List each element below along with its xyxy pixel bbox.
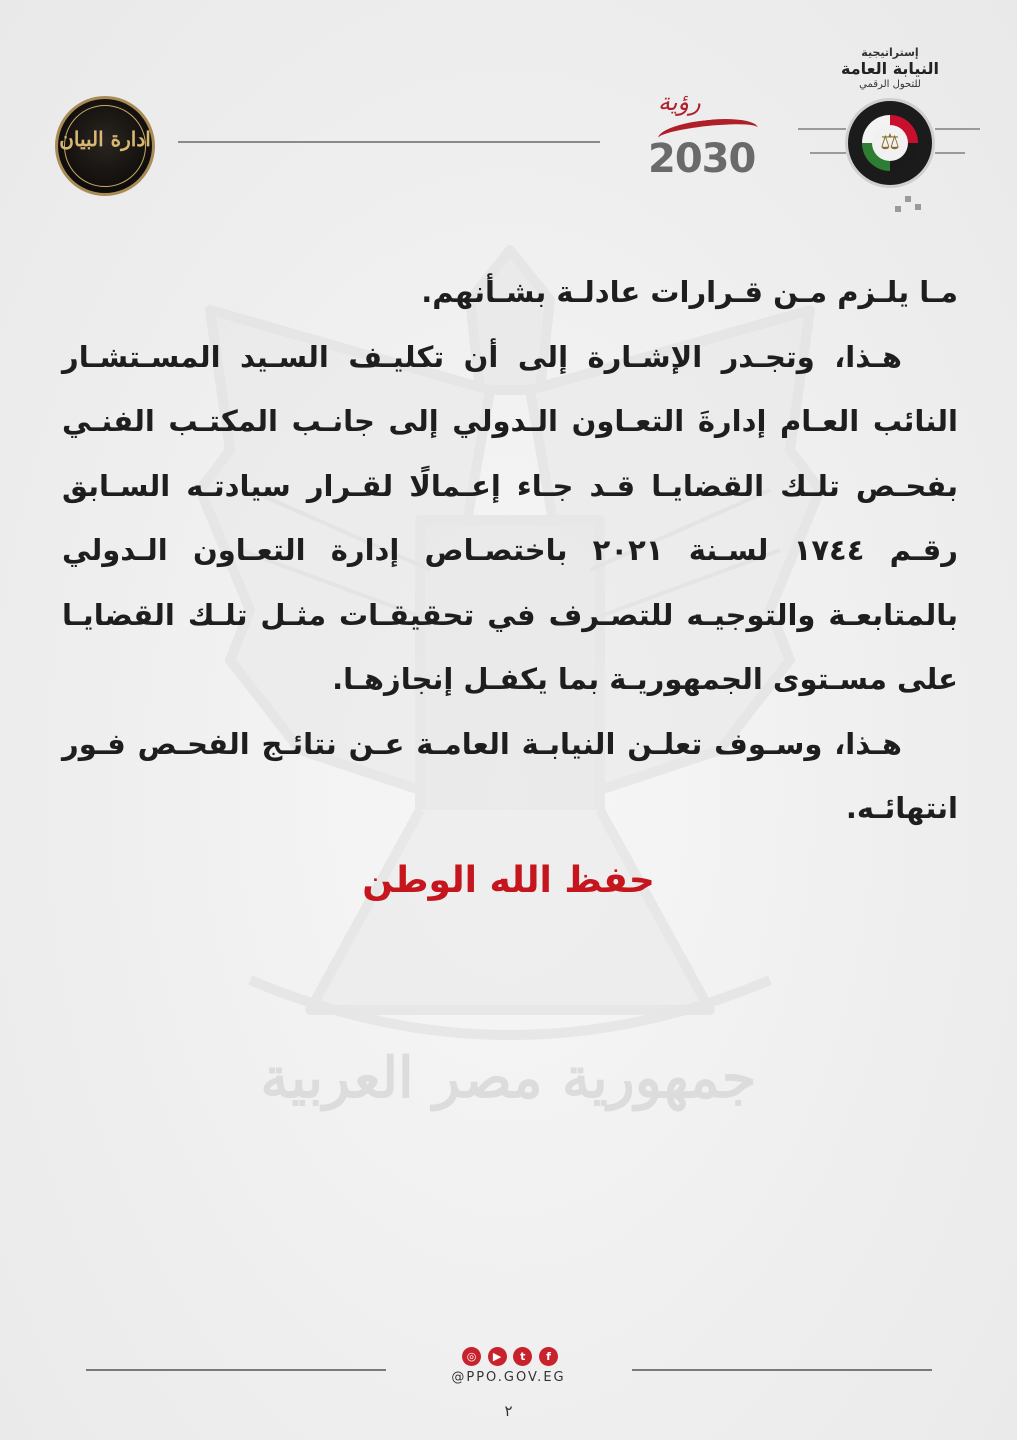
vision-year: 2030 [648, 136, 756, 182]
watermark-caption: جمهورية مصر العربية [260, 1045, 757, 1111]
paragraph: هـذا، وسـوف تعلـن النيابـة العامـة عـن نتائـج الفحـص فـور انتهائـه. [62, 726, 958, 825]
instagram-icon[interactable]: ◎ [462, 1347, 481, 1366]
egypt-vision-2030-logo [640, 88, 760, 182]
facebook-icon[interactable]: f [539, 1347, 558, 1366]
media-office-logo-text: ادارة البيان [59, 127, 151, 151]
scales-of-justice-icon: ⚖ [872, 125, 908, 161]
vision-label: رؤية [658, 88, 701, 116]
statement-body [62, 260, 958, 841]
twitter-icon[interactable]: t [513, 1347, 532, 1366]
youtube-icon[interactable]: ▶ [488, 1347, 507, 1366]
header-divider [178, 141, 600, 143]
page-number: ٢ [504, 1402, 513, 1420]
website-link[interactable]: @PPO.GOV.EG [451, 1370, 566, 1385]
paragraph: مـا يلـزم مـن قـرارات عادلـة بشـأنهم. [421, 275, 958, 309]
closing-phrase: حفظ الله الوطن [362, 860, 655, 901]
media-office-logo [55, 96, 155, 196]
ppo-strategy-title: إستراتيجية النيابة العامة للتحول الرقمي [841, 46, 939, 90]
paragraph: هـذا، وتجـدر الإشـارة إلى أن تكليـف السـيد المسـتشـار النائب العـام إدارةَ التعـاون الـدولي إلى جانـب المكتـب الفنـي بفحـص تلـك القضايـا قـد جـاء إعـمالًا لقـرار سيادتـه السـابق رقـم ١٧٤٤ لسـنة ٢٠٢١ باختصـاص إدارة التعـاون الـدولي بالمتابعـة والتوجيـه للتصـرف في تحقيقـات مثـل تلـك القضايـا على مسـتوى الجمهوريـة بما يكفـل إنجازهـا. [62, 339, 958, 696]
public-prosecution-seal [845, 98, 935, 188]
social-links [462, 1347, 558, 1366]
